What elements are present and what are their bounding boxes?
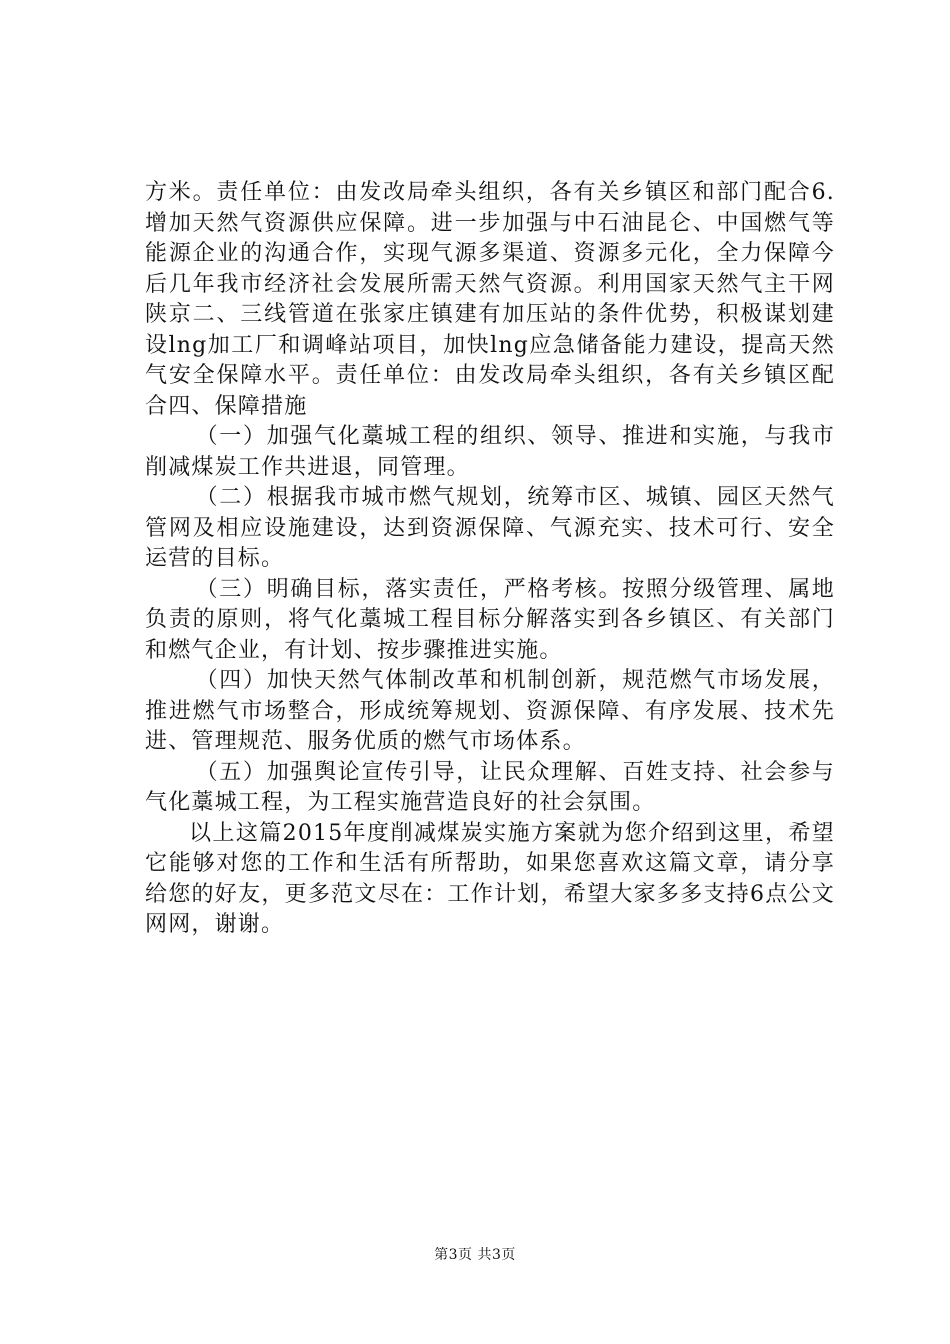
paragraph-measure-5: （五）加强舆论宣传引导，让民众理解、百姓支持、社会参与气化藁城工程，为工程实施营造良好的社会氛围。	[145, 759, 835, 815]
paragraph-measure-2: （二）根据我市城市燃气规划，统筹市区、城镇、园区天然气管网及相应设施建设，达到资源保障、气源充实、技术可行、安全运营的目标。	[145, 485, 835, 571]
document-body	[145, 178, 835, 941]
paragraph-measure-1: （一）加强气化藁城工程的组织、领导、推进和实施，与我市削减煤炭工作共进退，同管理。	[145, 424, 835, 480]
paragraph-closing: 以上这篇2015年度削减煤炭实施方案就为您介绍到这里，希望它能够对您的工作和生活有所帮助，如果您喜欢这篇文章，请分享给您的好友，更多范文尽在：工作计划，希望大家多多支持6点公文网网，谢谢。	[145, 820, 835, 937]
page-number-footer: 第3页 共3页	[434, 1247, 516, 1263]
paragraph-continuation: 方米。责任单位：由发改局牵头组织，各有关乡镇区和部门配合6.增加天然气资源供应保障。进一步加强与中石油昆仑、中国燃气等能源企业的沟通合作，实现气源多渠道、资源多元化，全力保障今后几年我市经济社会发展所需天然气资源。利用国家天然气主干网陕京二、三线管道在张家庄镇建有加压站的条件优势，积极谋划建设lng加工厂和调峰站项目，加快lng应急储备能力建设，提高天然气安全保障水平。责任单位：由发改局牵头组织，各有关乡镇区配合四、保障措施	[145, 180, 835, 419]
paragraph-measure-4: （四）加快天然气体制改革和机制创新，规范燃气市场发展，推进燃气市场整合，形成统筹规划、资源保障、有序发展、技术先进、管理规范、服务优质的燃气市场体系。	[145, 668, 835, 754]
paragraph-measure-3: （三）明确目标，落实责任，严格考核。按照分级管理、属地负责的原则，将气化藁城工程目标分解落实到各乡镇区、有关部门和燃气企业，有计划、按步骤推进实施。	[145, 576, 835, 663]
